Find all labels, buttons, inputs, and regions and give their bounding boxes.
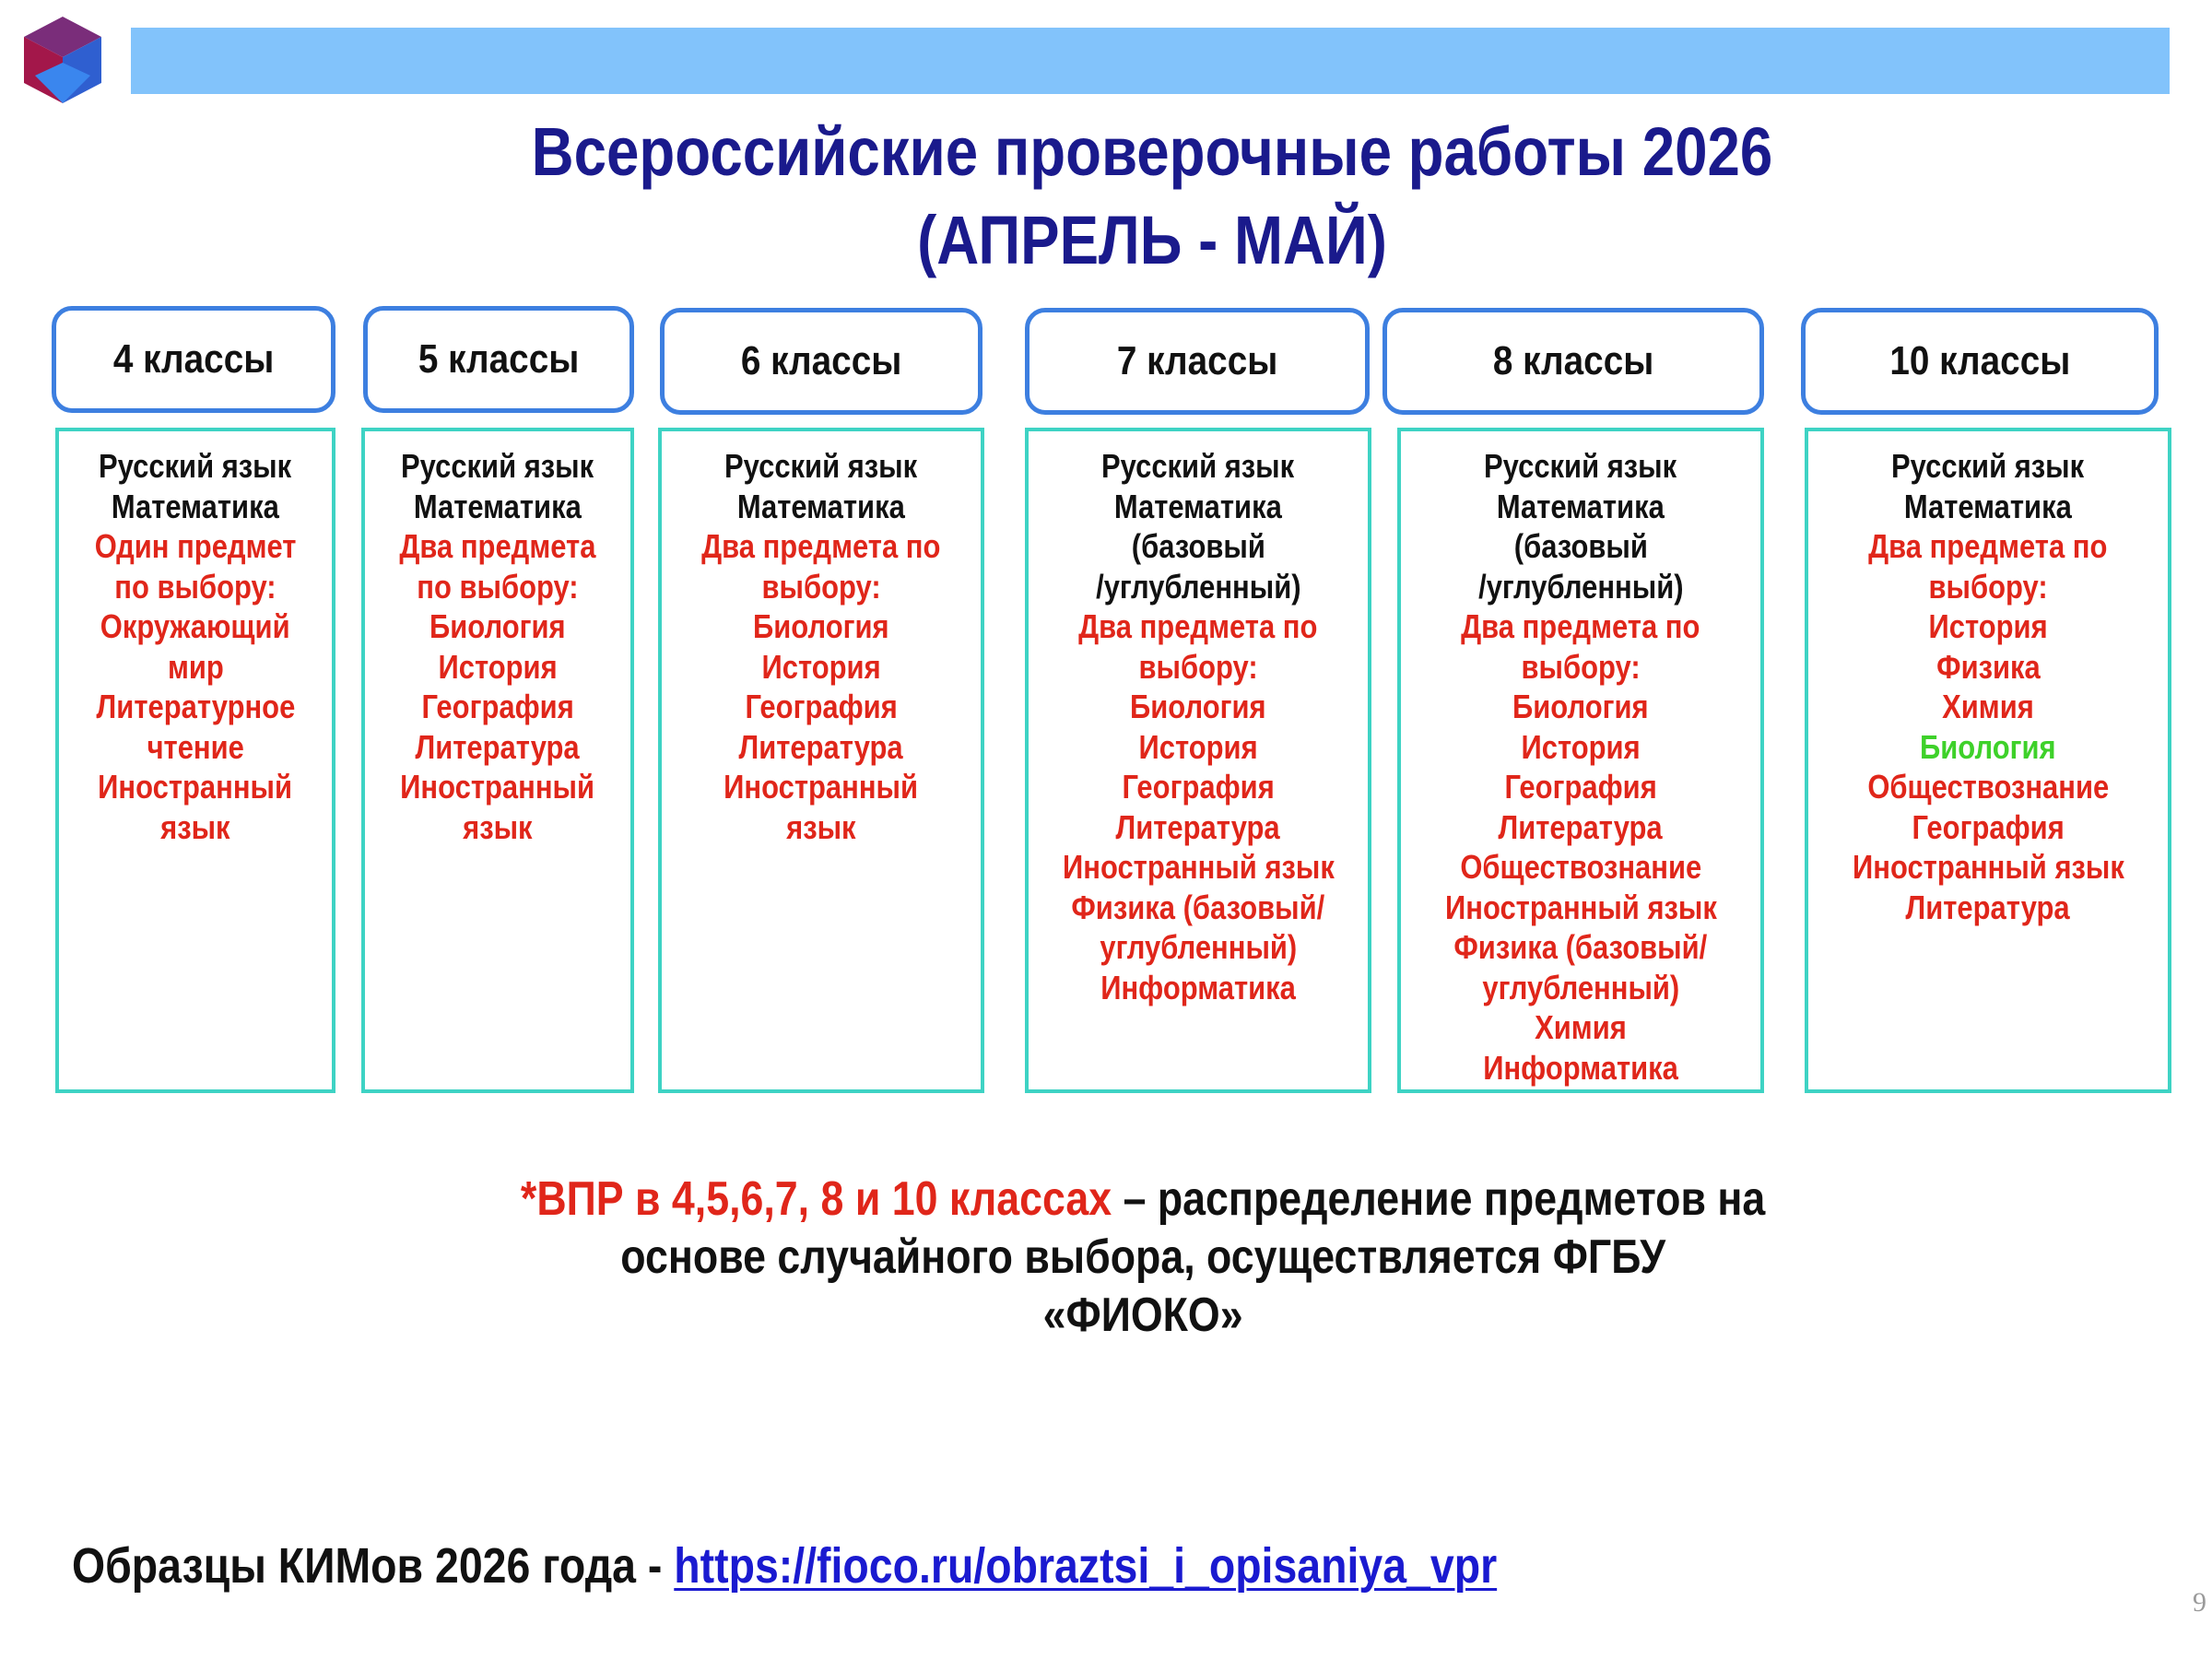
footnote-line1: – распределение предметов на (1112, 1172, 1766, 1226)
subject-text: Обществознание (1460, 848, 1701, 886)
subject-line (1029, 727, 1368, 768)
subject-line (1029, 767, 1368, 807)
subject-line (662, 487, 981, 527)
subject-line (662, 647, 981, 688)
subject-line (1029, 567, 1368, 607)
grade-header-4 (1025, 308, 1370, 415)
footnote-line3: «ФИОКО» (1042, 1288, 1243, 1342)
subject-text: выбору: (761, 567, 881, 606)
subject-text: Литература (415, 727, 581, 766)
subject-text: Литература (1498, 807, 1664, 846)
subject-line (1808, 767, 2168, 807)
subject-line (1808, 446, 2168, 487)
page-title: Всероссийские проверочные работы 2026 (531, 113, 1773, 190)
subject-line (662, 727, 981, 768)
subject-line (1401, 487, 1760, 527)
subject-line (1029, 526, 1368, 567)
subject-line (1808, 567, 2168, 607)
subject-text: (базовый (1513, 527, 1648, 565)
samples-note (72, 1537, 1497, 1594)
subject-text: по выбору: (114, 567, 276, 606)
subject-line (1401, 606, 1760, 647)
subject-line (365, 567, 630, 607)
subject-line (662, 446, 981, 487)
subject-text: Математика (414, 487, 582, 525)
subject-text: Один предмет (94, 527, 297, 565)
grade-header-6 (1801, 308, 2159, 415)
subject-text: Биология (1512, 688, 1649, 725)
subject-line (1401, 888, 1760, 928)
subject-text: История (438, 647, 558, 686)
grade-header-label: 8 классы (1492, 338, 1654, 383)
subject-text: Математика (737, 487, 905, 525)
subject-line (1401, 727, 1760, 768)
subject-line (365, 647, 630, 688)
subject-line (1401, 687, 1760, 727)
subject-text: Обществознание (1867, 768, 2109, 806)
subject-text: История (761, 647, 881, 686)
subject-line (1808, 847, 2168, 888)
subject-text: Иностранный (724, 768, 919, 806)
subject-line (1029, 647, 1368, 688)
grade-header-label: 6 классы (740, 338, 902, 383)
footnote-highlight: *ВПР в 4,5,6,7, 8 и 10 классах (520, 1172, 1112, 1226)
subject-text: Информатика (1100, 968, 1296, 1006)
subject-text: язык (463, 807, 533, 846)
subject-line (1401, 526, 1760, 567)
subject-line (1808, 526, 2168, 567)
subject-line (662, 567, 981, 607)
subject-text: Литература (1905, 888, 2071, 926)
footnote-line2: основе случайного выбора, осуществляется ФГБУ (620, 1230, 1665, 1284)
subject-text: Два предмета по (1868, 527, 2108, 565)
subject-line (59, 446, 332, 487)
subject-line (1808, 606, 2168, 647)
subject-text: Биология (753, 607, 889, 645)
grade-header-5 (1382, 308, 1764, 415)
subject-line (1401, 1007, 1760, 1048)
subject-line (662, 807, 981, 848)
page-number: 9 (2193, 1587, 2206, 1618)
subject-text: Два предмета по (701, 527, 941, 565)
subject-text: География (1912, 807, 2065, 846)
subject-line (365, 487, 630, 527)
subject-text: Иностранный язык (1852, 848, 2124, 886)
subject-text: выбору: (1928, 567, 2048, 606)
subject-text: Биология (1920, 727, 2056, 766)
subject-line (59, 767, 332, 807)
subject-line (365, 767, 630, 807)
subject-line (1029, 888, 1368, 928)
subject-text: Биология (1130, 688, 1266, 725)
subject-text: Биология (429, 607, 566, 645)
subject-text: Химия (1942, 688, 2034, 725)
subject-line (1808, 807, 2168, 848)
subject-list-5 (1397, 428, 1764, 1093)
grade-header-label: 5 классы (418, 336, 580, 382)
subject-line (1401, 767, 1760, 807)
subject-text: Русский язык (724, 447, 918, 485)
subject-text: Русский язык (1101, 447, 1295, 485)
subject-text: (базовый (1131, 527, 1265, 565)
subject-line (59, 487, 332, 527)
subject-line (1808, 647, 2168, 688)
subject-text: Русский язык (99, 447, 292, 485)
subject-line (365, 807, 630, 848)
subject-text: Математика (1114, 487, 1282, 525)
subject-text: Математика (1497, 487, 1665, 525)
subject-text: язык (786, 807, 856, 846)
subject-text: Иностранный язык (1444, 888, 1717, 926)
subject-text: Физика (базовый/ (1453, 928, 1708, 966)
grade-header-label: 10 классы (1889, 338, 2070, 383)
grade-header-1 (52, 306, 335, 413)
subject-line (662, 606, 981, 647)
grade-header-label: 4 классы (112, 336, 275, 382)
subject-line (1029, 687, 1368, 727)
subject-text: Иностранный (400, 768, 595, 806)
subject-text: Математика (1904, 487, 2072, 525)
subject-text: углубленный) (1100, 928, 1297, 966)
subject-text: Литературное (96, 688, 295, 725)
grade-header-label: 7 классы (1116, 338, 1278, 383)
subject-text: Физика (базовый/ (1071, 888, 1325, 926)
subject-line (1401, 847, 1760, 888)
subject-text: мир (167, 647, 224, 686)
subject-text: Два предмета по (1461, 607, 1700, 645)
subject-line (1401, 567, 1760, 607)
grade-header-2 (363, 306, 634, 413)
subject-line (1029, 487, 1368, 527)
subject-list-3 (658, 428, 984, 1093)
subject-text: Иностранный язык (1062, 848, 1335, 886)
subject-line (1808, 727, 2168, 768)
subject-line (365, 687, 630, 727)
subject-text: История (1928, 607, 2048, 645)
subject-line (1029, 807, 1368, 848)
subject-text: чтение (147, 727, 244, 766)
subject-text: выбору: (1521, 647, 1641, 686)
subject-line (365, 526, 630, 567)
subject-line (1401, 647, 1760, 688)
subject-list-1 (55, 428, 335, 1093)
subject-line (1029, 847, 1368, 888)
subject-text: Иностранный (98, 768, 293, 806)
subject-text: по выбору: (417, 567, 579, 606)
subject-line (59, 687, 332, 727)
subject-text: География (421, 688, 574, 725)
subject-line (1808, 888, 2168, 928)
subject-line (1401, 927, 1760, 968)
subject-line (365, 446, 630, 487)
subject-text: углубленный) (1482, 968, 1679, 1006)
subject-text: Физика (1936, 647, 2041, 686)
subject-line (1029, 968, 1368, 1008)
subject-text: География (745, 688, 898, 725)
subject-text: География (1122, 768, 1275, 806)
subject-line (59, 606, 332, 647)
subject-line (1401, 807, 1760, 848)
subject-text: История (1521, 727, 1641, 766)
subject-line (1029, 606, 1368, 647)
subject-line (662, 767, 981, 807)
subject-list-4 (1025, 428, 1371, 1093)
subject-line (59, 727, 332, 768)
subject-text: Два предмета (399, 527, 596, 565)
subject-text: Русский язык (401, 447, 594, 485)
subject-line (1029, 446, 1368, 487)
subject-line (365, 606, 630, 647)
subject-text: Два предмета по (1078, 607, 1318, 645)
subject-text: Русский язык (1891, 447, 2085, 485)
logo-cube-icon (17, 9, 109, 111)
subject-text: Химия (1535, 1008, 1627, 1046)
footnote (276, 1171, 2009, 1345)
subject-line (59, 567, 332, 607)
subject-line (59, 526, 332, 567)
subject-list-6 (1805, 428, 2171, 1093)
subject-text: Русский язык (1484, 447, 1677, 485)
subject-line (662, 526, 981, 567)
subject-line (1401, 1048, 1760, 1088)
subject-line (1808, 687, 2168, 727)
grade-header-3 (660, 308, 982, 415)
samples-label: Образцы КИМов 2026 года - (72, 1538, 675, 1594)
subject-text: История (1138, 727, 1258, 766)
page-subtitle: (АПРЕЛЬ - МАЙ) (917, 202, 1387, 278)
subject-text: выбору: (1138, 647, 1258, 686)
subject-line (1401, 446, 1760, 487)
subject-line (662, 687, 981, 727)
subject-text: Математика (112, 487, 279, 525)
subject-line (59, 807, 332, 848)
subject-text: Окружающий (100, 607, 290, 645)
subject-line (1808, 487, 2168, 527)
samples-link[interactable]: https://fioco.ru/obraztsi_i_opisaniya_vpr (674, 1538, 1498, 1594)
subject-text: /углубленный) (1095, 567, 1301, 606)
subject-text: Литература (1115, 807, 1281, 846)
subject-text: Литература (738, 727, 904, 766)
subject-text: язык (160, 807, 230, 846)
top-banner-bar (131, 28, 2170, 94)
subject-line (59, 647, 332, 688)
subject-line (1029, 927, 1368, 968)
subject-list-2 (361, 428, 634, 1093)
subject-text: Информатика (1483, 1048, 1678, 1087)
subject-text: География (1504, 768, 1657, 806)
subject-text: /углубленный) (1477, 567, 1684, 606)
subject-line (1401, 968, 1760, 1008)
subject-line (365, 727, 630, 768)
